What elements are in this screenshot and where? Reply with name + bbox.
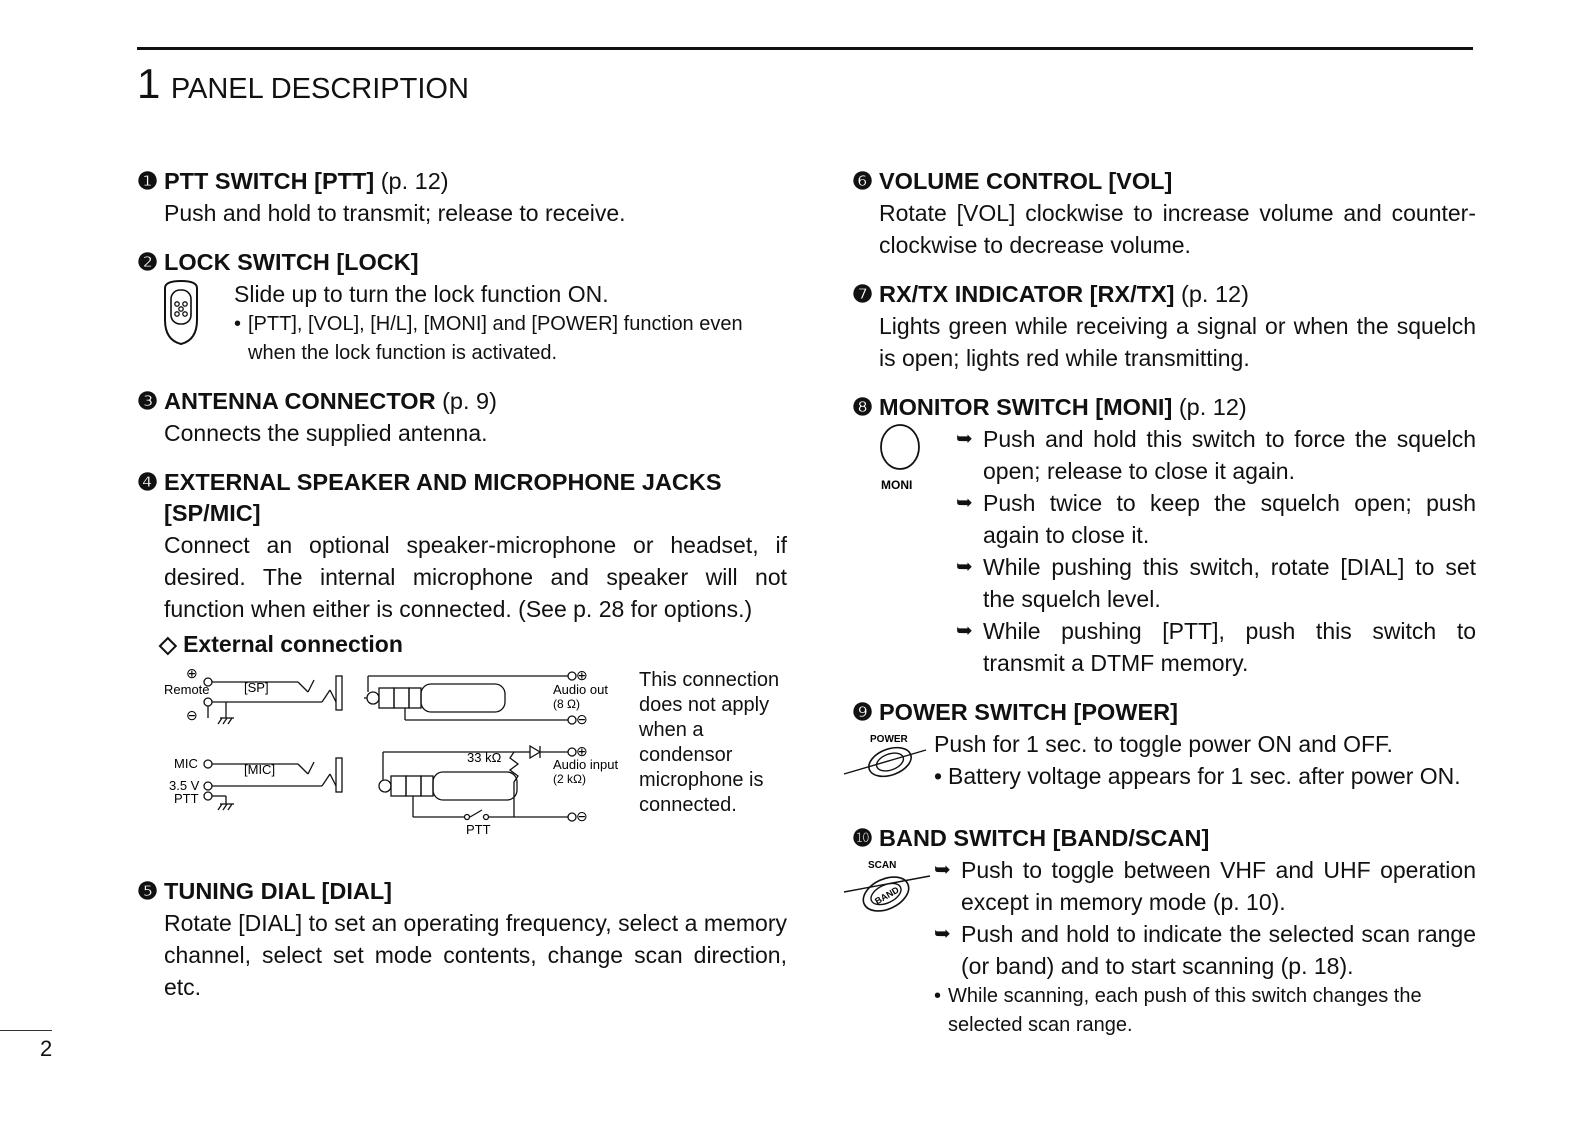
sp-label: [SP] [244,680,269,695]
minus-symbol: ⊖ [576,808,588,824]
section-body: Lights green while receiving a signal or when the squelch is open; lights red while transmitting. [879,313,1476,371]
list-item: ➥ While pushing this switch, rotate [DIAL] to set the squelch level. [956,554,1476,612]
list-item: ➥ Push to toggle between VHF and UHF operation except in memory mode (p. 10). [934,857,1476,915]
ptt-switch-label: PTT [466,822,491,837]
section-antenna [137,386,787,449]
plus-symbol: ⊕ [186,668,198,681]
list-item: ➥ Push and hold to indicate the selected scan range (or band) and to start scanning (p. 18). [934,921,1476,979]
section-body: Rotate [VOL] clockwise to increase volume and counter-clockwise to decrease volume. [879,200,1476,258]
page-number: 2 [40,1036,53,1061]
audio-input-label: Audio input [553,757,619,772]
moni-switch-icon [874,423,956,679]
list-item: ➥ Push and hold this switch to force the squelch open; release to close it again. [956,426,1476,484]
audio-out-label: Audio out [553,682,608,697]
section-body: Push for 1 sec. to toggle power ON and OFF. [934,731,1393,757]
section-heading: ❶ PTT SWITCH [PTT] (p. 12) [137,168,449,194]
resistor-label: 33 kΩ [467,750,502,765]
section-rxtx [852,279,1476,374]
section-heading: ❾ POWER SWITCH [POWER] [852,699,1178,725]
section-note: • Battery voltage appears for 1 sec. after power ON. [934,760,1476,792]
band-switch-icon [842,854,934,1040]
left-column [137,166,787,1021]
section-heading: ❸ ANTENNA CONNECTOR (p. 9) [137,388,497,414]
section-heading: ❿ BAND SWITCH [BAND/SCAN] [852,825,1210,851]
external-connection-diagram [164,668,787,868]
right-column [852,166,1476,1058]
list-item: ➥ While pushing [PTT], push this switch to transmit a DTMF memory. [956,618,1476,676]
section-jacks [137,467,787,868]
minus-symbol: ⊖ [576,711,588,727]
section-body: Rotate [DIAL] to set an operating frequency, select a memory channel, select set mode contents, change scan direction, etc. [164,910,787,1000]
section-band [852,823,1476,1040]
section-heading: ❻ VOLUME CONTROL [VOL] [852,168,1173,194]
ptt-pin-label: PTT [174,791,199,806]
section-heading: ❺ TUNING DIAL [DIAL] [137,878,393,904]
list-item: ➥ Push twice to keep the squelch open; push again to close it. [956,490,1476,548]
plus-symbol: ⊕ [576,743,588,759]
mic-jack-label: [MIC] [244,762,276,777]
section-body: Push and hold to transmit; release to receive. [164,200,626,226]
power-icon-label: POWER [870,734,908,745]
section-heading: ❷ LOCK SWITCH [LOCK] [137,249,419,275]
section-dial [137,876,787,1003]
lock-switch-icon [159,278,234,368]
section-power [852,697,1476,793]
page-number-rule [0,1030,52,1031]
moni-icon-label: MONI [881,478,913,492]
power-switch-icon [842,728,934,793]
diagram-caption: This connection does not apply when a condensor microphone is connected. [639,669,780,816]
plus-symbol: ⊕ [576,668,588,683]
section-heading: ❼ RX/TX INDICATOR [RX/TX] (p. 12) [852,281,1249,307]
minus-symbol: ⊖ [186,707,198,723]
section-body: Slide up to turn the lock function ON. [234,281,609,307]
section-lock [137,247,787,368]
section-ptt [137,166,787,229]
section-body: Connects the supplied antenna. [164,420,488,446]
chapter-title: PANEL DESCRIPTION [170,73,469,105]
band-icon-label: BAND [873,884,901,907]
section-note: • While scanning, each push of this switch changes the selected scan range. [934,982,1476,1040]
section-heading: ❽ MONITOR SWITCH [MONI] (p. 12) [852,394,1247,420]
external-connection-heading: ◇ External connection [159,631,403,657]
section-body: Connect an optional speaker-microphone or headset, if desired. The internal microphone and speaker will not function when either is connected. (See p. 28 for options.) [164,532,787,622]
chapter-heading [137,60,469,108]
audio-input-impedance: (2 kΩ) [553,772,586,786]
audio-out-impedance: (8 Ω) [553,697,580,711]
voltage-label: 3.5 V [169,778,200,793]
section-note: • [PTT], [VOL], [H/L], [MONI] and [POWER] function even when the lock function is activated. [234,310,787,368]
scan-icon-label: SCAN [868,860,897,871]
section-heading: ❹ EXTERNAL SPEAKER AND MICROPHONE JACKS [SP/MIC] [137,469,722,526]
remote-label: Remote [164,682,210,697]
section-moni [852,392,1476,679]
header-rule [137,47,1473,50]
mic-label: MIC [174,756,198,771]
chapter-number: 1 [137,60,161,107]
section-vol [852,166,1476,261]
